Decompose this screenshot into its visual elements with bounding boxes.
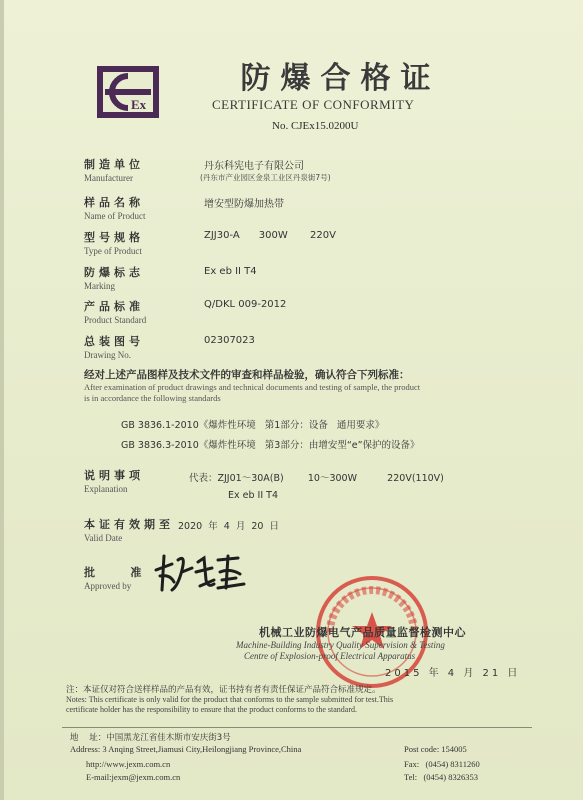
certificate-number: No. CJEx15.0200U [272,120,359,132]
product-value: 增安型防爆加热带 [204,199,284,210]
standard-value: Q/DKL 009-2012 [204,299,287,310]
drawing-label: 总装图号 Drawing No. [84,335,144,360]
issuer-name-english-1: Machine-Building Industry Quality Supervision & Testing [236,640,445,650]
manufacturer-address: (丹东市产业园区金泉工业区丹泉街7号) [200,173,331,182]
explanation-label: 说明事项 Explanation [84,469,144,494]
footer-address-english: Address: 3 Anqing Street,Jiamusi City,Heilongjiang Province,China [70,744,302,754]
footer-tel: Tel: (0454) 8326353 [404,772,479,782]
manufacturer-label: 制造单位 Manufacturer [84,158,144,183]
issue-date: 2015 年 4 月 21 日 [385,668,521,679]
drawing-value: 02307023 [204,335,255,346]
signature [152,550,248,596]
marking-label: 防爆标志 Marking [84,266,144,291]
validity-value: 2020 年 4 月 20 日 [178,521,280,532]
logo-text: Ex [131,97,147,112]
footer-url: http://www.jexm.com.cn [86,759,171,769]
explanation-line-2: Ex eb II T4 [228,490,279,501]
type-label: 型号规格 Type of Product [84,231,144,256]
product-label: 样品名称 Name of Product [84,196,146,221]
standard-item-2: GB 3836.3-2010《爆炸性环境 第3部分：由增安型“e”保护的设备》 [121,440,420,451]
certificate-notes: 注：本证仅对符合送样样品的产品有效，证书持有者有责任保证产品符合标准规定。 Notes: This certificate is only valid for the product that conforms to the sample submitted for test.This certificate holder has the responsibility to ensure that the product conforms to the standard. [66,685,394,714]
conformity-statement: 经对上述产品图样及技术文件的审查和样品检验，确认符合下列标准： After examination of product drawings and technical documents and testing of sample, the product is in accordance the following standards [84,369,421,403]
issuer-name-english-2: Centre of Explosion-proof Electrical Apparatus [244,651,416,661]
validity-label: 本证有效期至 Valid Date [84,518,174,543]
marking-value: Ex eb II T4 [204,266,257,277]
manufacturer-value: 丹东科宪电子有限公司 [204,161,304,172]
footer-postcode: Post code: 154005 [404,744,467,754]
explanation-line-1: 代表：ZJJ01～30A(B) 10～300W 220V(110V) [189,473,444,484]
footer-address-chinese: 地 址：中国黑龙江省佳木斯市安庆街3号 [70,733,231,743]
title-chinese: 防爆合格证 [240,61,441,96]
footer-divider [62,727,532,728]
standard-label: 产品标准 Product Standard [84,300,147,325]
footer-fax: Fax: (0454) 8311260 [404,759,480,769]
issuer-name-chinese: 机械工业防爆电气产品质量监督检测中心 [259,626,466,639]
title-english: CERTIFICATE OF CONFORMITY [212,97,415,112]
footer-email: E-mail:jexm@jexm.com.cn [86,772,181,782]
standard-item-1: GB 3836.1-2010《爆炸性环境 第1部分：设备 通用要求》 [121,420,385,431]
type-value: ZJJ30-A 300W 220V [204,230,336,241]
approval-label: 批 准 Approved by [84,566,146,591]
